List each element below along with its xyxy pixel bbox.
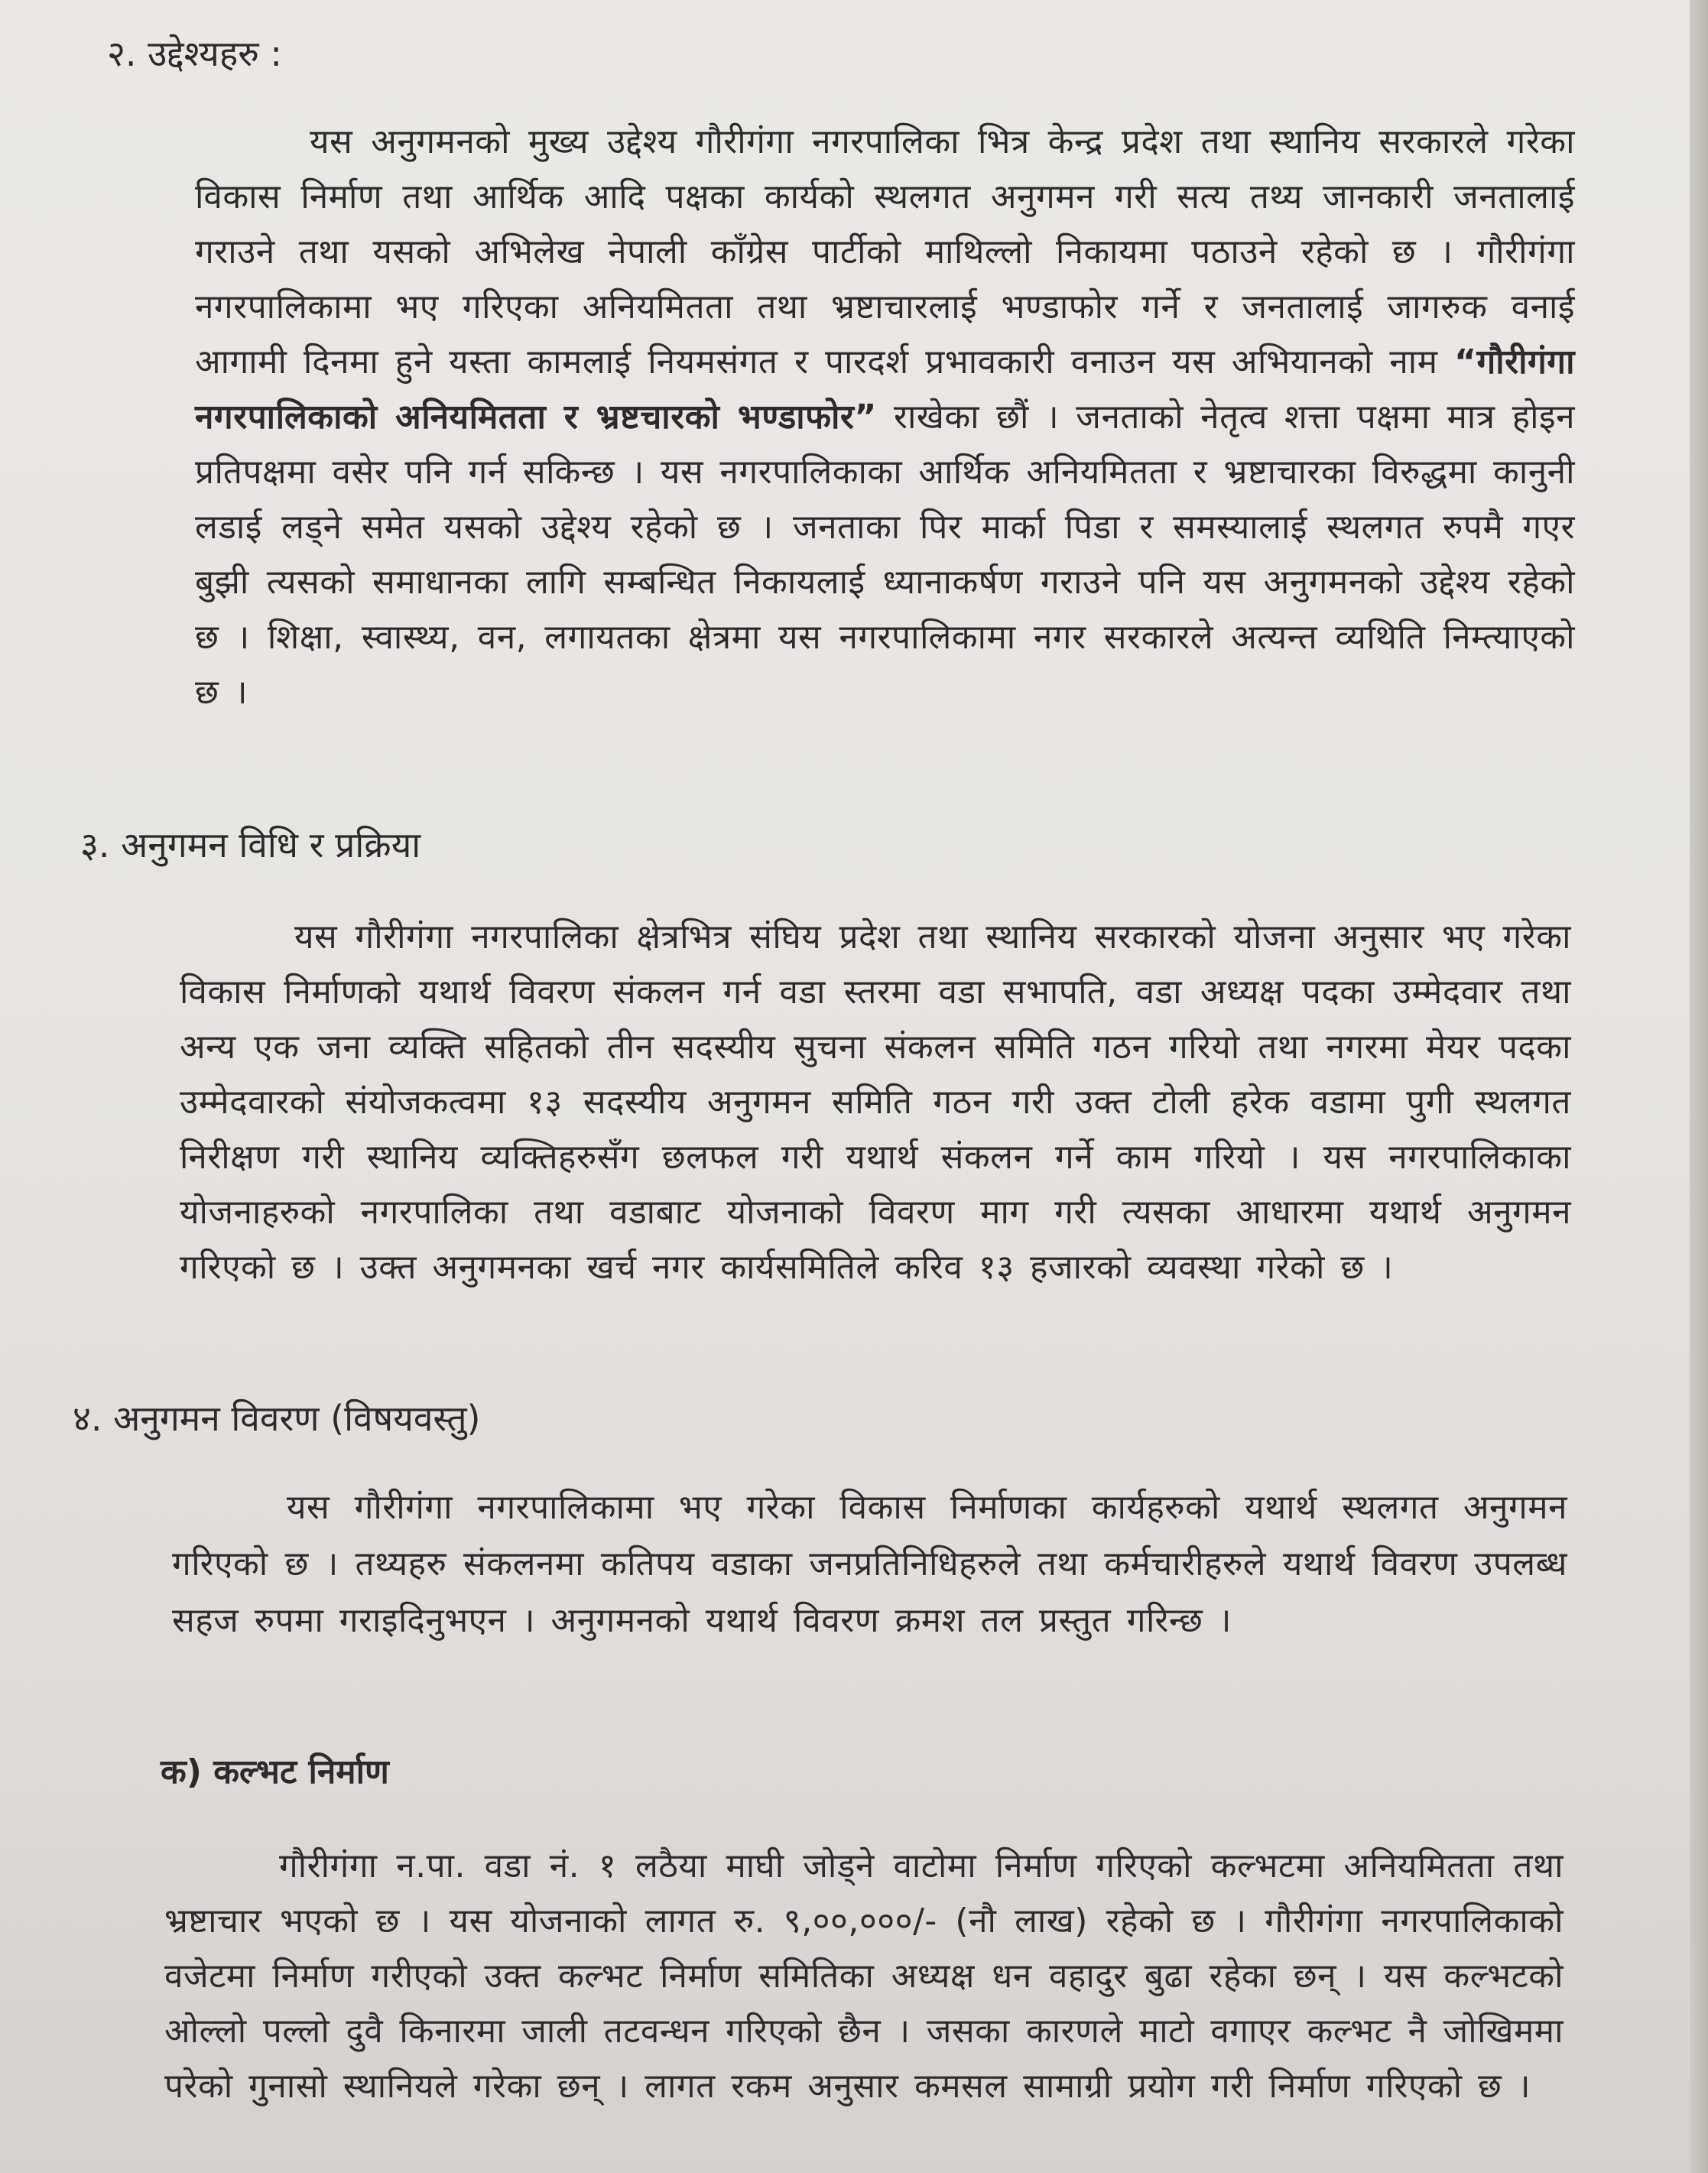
campaign-title: “गौरीगंगा नगरपालिकाको अनियमितता र भ्रष्टचारको भण्डाफोर” bbox=[195, 343, 1575, 437]
subsection-a-paragraph bbox=[164, 1839, 1564, 2114]
page-edge bbox=[1690, 0, 1708, 2173]
section-2-text-part-2: राखेका छौं । जनताको नेतृत्व शत्ता पक्षमा मात्र होइन प्रतिपक्षमा वसेर पनि गर्न सकिन्छ । यस नगरपालिकाका आर्थिक अनियमितता र भ्रष्टाचारका विरुद्धमा कानुनी लडाई लड्ने समेत यसको उद्देश्य रहेको छ । जनताका पिर मार्का पिडा र समस्यालाई स्थलगत रुपमै गएर बुझी त्यसको समाधानका लागि सम्बन्धित निकायलाई ध्यानाकर्षण गराउने पनि यस अनुगमनको उद्देश्य रहेको छ । शिक्षा, स्वास्थ्य, वन, लगायतका क्षेत्रमा यस नगरपालिकामा नगर सरकारले अत्यन्त व्यथिति निम्त्याएको छ । bbox=[195, 398, 1575, 712]
section-4-heading: ४. अनुगमन विवरण (विषयवस्तु) bbox=[73, 1398, 481, 1439]
section-3-paragraph bbox=[180, 910, 1571, 1295]
section-2-text-part-1: यस अनुगमनको मुख्य उद्देश्य गौरीगंगा नगरपालिका भित्र केन्द्र प्रदेश तथा स्थानिय सरकारले गरेका विकास निर्माण तथा आर्थिक आदि पक्षका कार्यको स्थलगत अनुगमन गरी सत्य तथ्य जानकारी जनतालाई गराउने तथा यसको अभिलेख नेपाली काँग्रेस पार्टीको माथिल्लो निकायमा पठाउने रहेको छ । गौरीगंगा नगरपालिकामा भए गरिएका अनियमितता तथा भ्रष्टाचारलाई भण्डाफोर गर्ने र जनतालाई जागरुक वनाई आगामी दिनमा हुने यस्ता कामलाई नियमसंगत र पारदर्श प्रभावकारी वनाउन यस अभियानको नाम bbox=[195, 122, 1575, 382]
subsection-a-heading: क) कल्भट निर्माण bbox=[161, 1752, 389, 1791]
section-2-paragraph bbox=[195, 115, 1575, 720]
section-4-text: यस गौरीगंगा नगरपालिकामा भए गरेका विकास निर्माणका कार्यहरुको यथार्थ स्थलगत अनुगमन गरिएको छ । तथ्यहरु संकलनमा कतिपय वडाका जनप्रतिनिधिहरुले तथा कर्मचारीहरुले यथार्थ विवरण उपलब्ध सहज रुपमा गराइदिनुभएन । अनुगमनको यथार्थ विवरण क्रमश तल प्रस्तुत गरिन्छ । bbox=[172, 1488, 1567, 1640]
section-2-heading: २. उद्देश्यहरु : bbox=[107, 33, 282, 74]
section-3-heading: ३. अनुगमन विधि र प्रक्रिया bbox=[80, 824, 421, 866]
subsection-a-text: गौरीगंगा न.पा. वडा नं. १ लठैया माघी जोड्ने वाटोमा निर्माण गरिएको कल्भटमा अनियमितता तथा भ्रष्टाचार भएको छ । यस योजनाको लागत रु. ९,००,०००/- (नौ लाख) रहेको छ । गौरीगंगा नगरपालिकाको वजेटमा निर्माण गरीएको उक्त कल्भट निर्माण समितिका अध्यक्ष धन वहादुर बुढा रहेका छन् । यस कल्भटको ओल्लो पल्लो दुवै किनारमा जाली तटवन्धन गरिएको छैन । जसका कारणले माटो वगाएर कल्भट नै जोखिममा परेको गुनासो स्थानियले गरेका छन् । लागत रकम अनुसार कमसल सामाग्री प्रयोग गरी निर्माण गरिएको छ । bbox=[164, 1847, 1564, 2106]
section-3-text: यस गौरीगंगा नगरपालिका क्षेत्रभित्र संघिय प्रदेश तथा स्थानिय सरकारको योजना अनुसार भए गरेका विकास निर्माणको यथार्थ विवरण संकलन गर्न वडा स्तरमा वडा सभापति, वडा अध्यक्ष पदका उम्मेदवार तथा अन्य एक जना व्यक्ति सहितको तीन सदस्यीय सुचना संकलन समिति गठन गरियो तथा नगरमा मेयर पदका उम्मेदवारको संयोजकत्वमा १३ सदस्यीय अनुगमन समिति गठन गरी उक्त टोली हरेक वडामा पुगी स्थलगत निरीक्षण गरी स्थानिय व्यक्तिहरुसँग छलफल गरी यथार्थ संकलन गर्ने काम गरियो । यस नगरपालिकाका योजनाहरुको नगरपालिका तथा वडाबाट योजनाको विवरण माग गरी त्यसका आधारमा यथार्थ अनुगमन गरिएको छ । उक्त अनुगमनका खर्च नगर कार्यसमितिले करिव १३ हजारको व्यवस्था गरेको छ । bbox=[180, 918, 1571, 1287]
section-4-paragraph bbox=[172, 1480, 1567, 1649]
